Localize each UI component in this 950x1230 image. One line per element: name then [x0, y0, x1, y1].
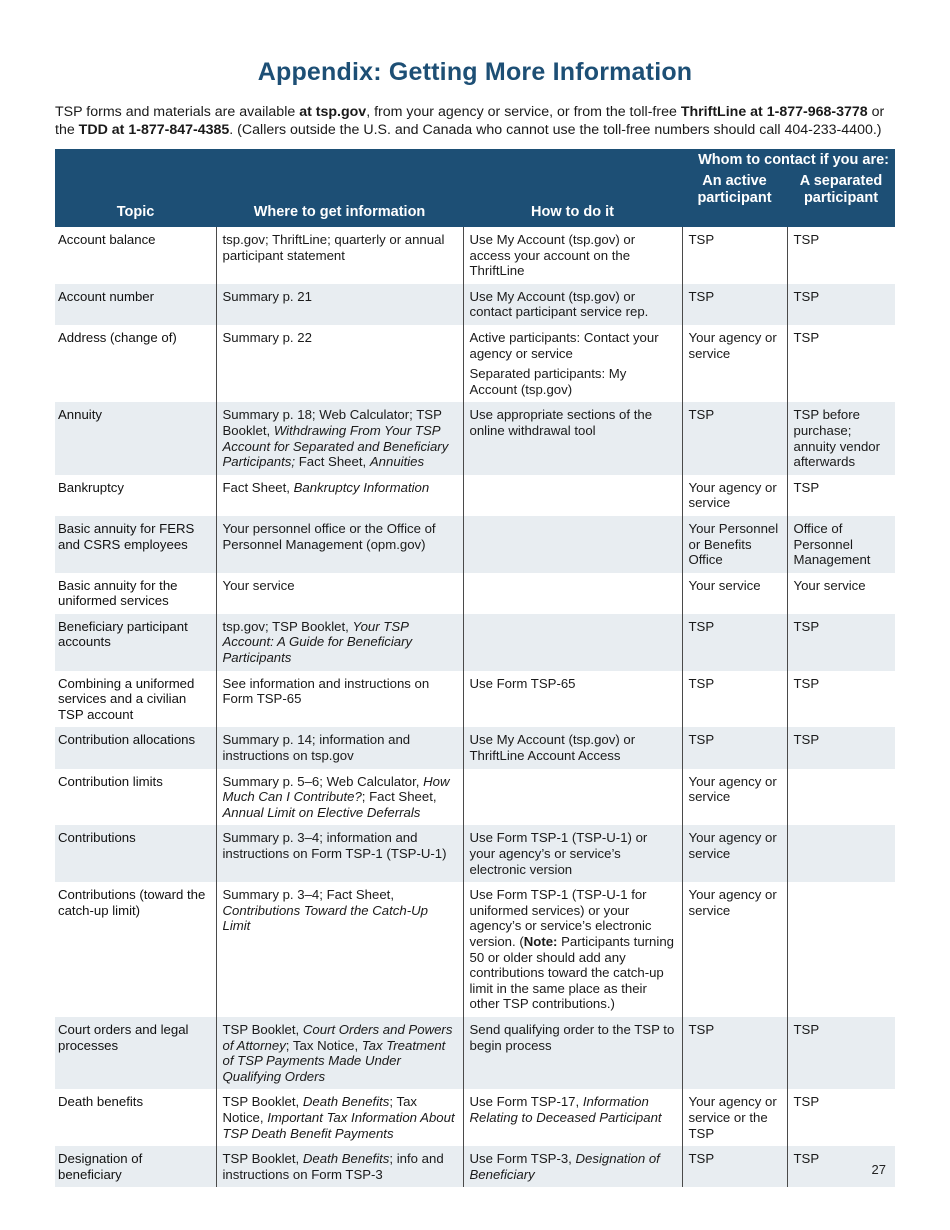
- cell-how: Use My Account (tsp.gov) or access your account on the ThriftLine: [463, 227, 682, 284]
- where-text: Fact Sheet,: [222, 479, 294, 495]
- header-where: Where to get information: [216, 173, 463, 227]
- where-title: Contributions Toward the Catch-Up Limit: [222, 902, 428, 934]
- cell-where: [216, 614, 463, 671]
- where-text: TSP Booklet,: [222, 1151, 303, 1167]
- cell-how: [463, 1146, 682, 1187]
- header-how: How to do it: [463, 173, 682, 227]
- page-title: Appendix: Getting More Information: [257, 58, 693, 86]
- cell-topic: Contribution limits: [58, 773, 163, 789]
- cell-separated: [787, 882, 895, 1017]
- cell-topic: Basic annuity for FERS and CSRS employees: [55, 516, 216, 573]
- where-title: How Much Can I Contribute?: [222, 773, 450, 805]
- table-header: [55, 149, 895, 227]
- cell-how: [463, 325, 682, 402]
- where-text: Fact Sheet,: [295, 454, 370, 470]
- cell-how: Send qualifying order to the TSP to begin process: [463, 1017, 682, 1089]
- cell-topic: Address (change of): [58, 329, 177, 345]
- cell-where: Your service: [216, 573, 463, 614]
- intro-text-4: . (Callers outside the U.S. and Canada who cannot use the toll-free numbers should call 404-233-4400.): [229, 121, 882, 138]
- where-text: TSP Booklet,: [222, 1021, 303, 1037]
- where-title: Your TSP Account: A Guide for Beneficiary Participants: [222, 618, 413, 666]
- cell-where: Summary p. 21: [216, 284, 463, 325]
- how-text: Use Form TSP-1 (TSP-U-1 for uniformed services) or your agency’s or service’s electronic version. (: [469, 887, 652, 949]
- table-row: [55, 475, 895, 516]
- cell-where: [216, 402, 463, 474]
- cell-separated: TSP: [787, 1146, 895, 1187]
- cell-active: Your agency or service: [682, 769, 787, 826]
- cell-where: Summary p. 22: [216, 325, 463, 402]
- cell-separated: TSP: [787, 1017, 895, 1089]
- cell-separated: [787, 769, 895, 826]
- where-text: Summary p. 5–6; Web Calculator,: [222, 773, 424, 789]
- cell-separated: TSP: [787, 284, 895, 325]
- cell-where: [216, 769, 463, 826]
- where-title: Annuities: [369, 454, 425, 470]
- header-separated-participant: A separated participant: [787, 173, 895, 227]
- cell-topic: Court orders and legal processes: [55, 1017, 216, 1089]
- cell-how: [463, 882, 682, 1017]
- table-row: [55, 325, 895, 402]
- cell-topic: Contributions: [55, 825, 216, 882]
- cell-where: Summary p. 14; information and instructions on tsp.gov: [216, 727, 463, 768]
- table-row: [55, 825, 895, 882]
- cell-separated: TSP: [787, 671, 895, 728]
- how-form-title: Designation of Beneficiary: [469, 1151, 660, 1182]
- cell-how: Use My Account (tsp.gov) or contact participant service rep.: [463, 284, 682, 325]
- where-text: Summary p. 3–4; Fact Sheet,: [222, 887, 395, 903]
- how-line-active: Active participants: Contact your agency or service: [469, 329, 659, 361]
- header-group-whom-to-contact: Whom to contact if you are:: [682, 149, 895, 173]
- how-form-title: Information Relating to Deceased Participant: [469, 1094, 662, 1125]
- intro-bold-thriftline: ThriftLine at 1-877-968-3778: [680, 104, 868, 120]
- where-text: ; info and instructions on Form TSP-3: [222, 1151, 444, 1182]
- cell-separated: TSP: [787, 325, 895, 402]
- table-row: [55, 1017, 895, 1089]
- table-row: [55, 227, 895, 284]
- cell-separated: Your service: [787, 573, 895, 614]
- where-text: ; Tax Notice,: [222, 1094, 418, 1125]
- cell-separated: TSP: [787, 227, 895, 284]
- header-active-participant: An active participant: [682, 173, 787, 227]
- cell-active: Your agency or service: [682, 882, 787, 1017]
- cell-where: [216, 1089, 463, 1146]
- cell-topic: Death benefits: [58, 1094, 144, 1110]
- cell-separated: Office of Personnel Management: [787, 516, 895, 573]
- cell-topic: Account number: [55, 284, 216, 325]
- cell-how: [463, 573, 682, 614]
- cell-topic: Basic annuity for the uniformed services: [58, 577, 178, 609]
- table-row: [55, 1089, 895, 1146]
- where-text: Summary p. 18; Web Calculator; TSP Booklet,: [222, 407, 442, 438]
- cell-where: Summary p. 3–4; information and instructions on Form TSP-1 (TSP-U-1): [216, 825, 463, 882]
- intro-bold-tdd: TDD at 1-877-847-4385: [78, 121, 230, 138]
- where-text: ; Fact Sheet,: [361, 789, 437, 805]
- table-row: [55, 882, 895, 1017]
- cell-how: Use appropriate sections of the online withdrawal tool: [463, 402, 682, 474]
- cell-active: TSP: [682, 284, 787, 325]
- cell-active: TSP: [682, 1146, 787, 1187]
- table-row: [55, 284, 895, 325]
- cell-how: Use Form TSP-65: [463, 671, 682, 728]
- how-line-separated: Separated participants: My Account (tsp.gov): [469, 366, 627, 397]
- cell-where: Your personnel office or the Office of Personnel Management (opm.gov): [216, 516, 463, 573]
- cell-active: Your Personnel or Benefits Office: [682, 516, 787, 573]
- cell-where: [216, 882, 463, 1017]
- cell-topic: Beneficiary participant accounts: [55, 614, 216, 671]
- cell-how: [463, 1089, 682, 1146]
- where-title: Court Orders and Powers of Attorney: [222, 1021, 453, 1053]
- where-title: Annual Limit on Elective Deferrals: [222, 804, 421, 820]
- cell-where: [216, 475, 463, 516]
- where-title: Death Benefits: [302, 1151, 390, 1167]
- cell-how: [463, 475, 682, 516]
- cell-topic: Contribution allocations: [55, 727, 216, 768]
- how-text: Participants turning 50 or older should add any contributions toward the catch-up limit in the same place as their other TSP contributions.): [469, 933, 674, 1012]
- cell-topic: Designation of beneficiary: [55, 1146, 216, 1187]
- intro-text-1: TSP forms and materials are available: [55, 104, 300, 120]
- where-title: Tax Treatment of TSP Payments Made Under Qualifying Orders: [222, 1037, 446, 1084]
- table-body: [55, 227, 895, 1187]
- intro-text-2: , from your agency or service, or from the toll-free: [366, 104, 681, 120]
- cell-active: Your agency or service: [682, 825, 787, 882]
- cell-where: See information and instructions on Form TSP-65: [216, 671, 463, 728]
- cell-active: Your agency or service: [682, 325, 787, 402]
- intro-bold-website: at tsp.gov: [299, 104, 367, 120]
- page: [55, 58, 895, 1187]
- cell-separated: TSP: [787, 727, 895, 768]
- table-row: [55, 727, 895, 768]
- where-title: Important Tax Information About TSP Death Benefit Payments: [222, 1109, 455, 1141]
- table-row: [55, 1146, 895, 1187]
- cell-active: TSP: [682, 402, 787, 474]
- cell-active: TSP: [682, 727, 787, 768]
- page-number: 27: [871, 1162, 886, 1177]
- cell-active: Your agency or service or the TSP: [682, 1089, 787, 1146]
- where-text: tsp.gov; TSP Booklet,: [222, 618, 353, 634]
- intro-paragraph: [55, 104, 895, 139]
- cell-separated: TSP: [787, 1089, 895, 1146]
- cell-active: TSP: [682, 1017, 787, 1089]
- cell-separated: TSP before purchase; annuity vendor afterwards: [787, 402, 895, 474]
- how-text: Use Form TSP-17,: [469, 1094, 583, 1110]
- cell-topic: Account balance: [58, 232, 156, 247]
- how-text: Use Form TSP-3,: [469, 1151, 576, 1167]
- cell-separated: TSP: [787, 614, 895, 671]
- cell-active: Your agency or service: [682, 475, 787, 516]
- cell-how: [463, 516, 682, 573]
- header-spacer: [55, 149, 682, 173]
- where-title: Bankruptcy Information: [293, 479, 430, 495]
- cell-topic: Contributions (toward the catch-up limit): [58, 887, 206, 918]
- cell-separated: [787, 825, 895, 882]
- cell-topic: Combining a uniformed services and a civilian TSP account: [58, 675, 195, 722]
- where-title: Death Benefits: [302, 1094, 390, 1110]
- cell-active: TSP: [682, 227, 787, 284]
- cell-where: tsp.gov; ThriftLine; quarterly or annual participant statement: [216, 227, 463, 284]
- where-text: ; Tax Notice,: [285, 1037, 362, 1053]
- header-topic: Topic: [55, 173, 216, 227]
- cell-how: [463, 769, 682, 826]
- table-row: [55, 671, 895, 728]
- cell-how: Use My Account (tsp.gov) or ThriftLine Account Access: [463, 727, 682, 768]
- cell-where: [216, 1017, 463, 1089]
- intro-text-3: or the: [55, 104, 885, 138]
- cell-active: TSP: [682, 671, 787, 728]
- cell-separated: TSP: [787, 475, 895, 516]
- cell-how: Use Form TSP-1 (TSP-U-1) or your agency’s or service’s electronic version: [463, 825, 682, 882]
- table-row: [55, 573, 895, 614]
- where-text: TSP Booklet,: [222, 1094, 303, 1110]
- contact-table: [55, 149, 895, 1187]
- cell-active: Your service: [682, 573, 787, 614]
- cell-where: [216, 1146, 463, 1187]
- how-note-label: Note:: [523, 933, 558, 949]
- where-title: Withdrawing From Your TSP Account for Separated and Beneficiary Participants;: [222, 422, 449, 470]
- cell-active: TSP: [682, 614, 787, 671]
- table-row: [55, 769, 895, 826]
- cell-topic: Bankruptcy: [58, 479, 124, 495]
- table-row: [55, 516, 895, 573]
- table-row: [55, 614, 895, 671]
- cell-topic: Annuity: [55, 402, 216, 474]
- cell-how: [463, 614, 682, 671]
- table-row: [55, 402, 895, 474]
